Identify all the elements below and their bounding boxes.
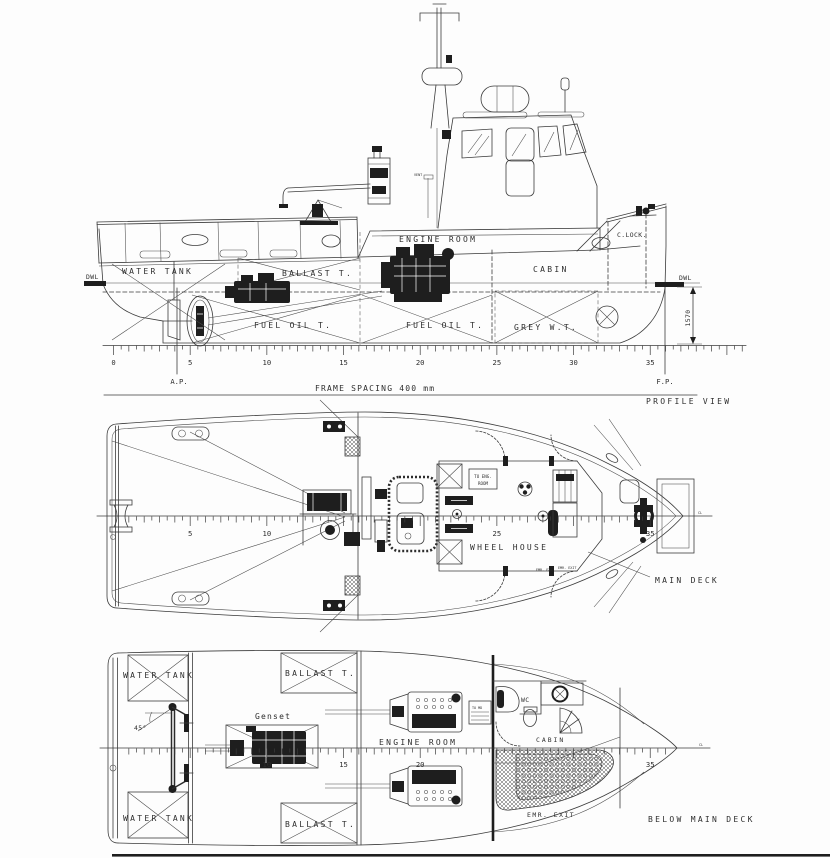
label-fp: F.P. — [656, 377, 674, 386]
frame-number: 20 — [415, 358, 425, 367]
label-ap: A.P. — [170, 377, 188, 386]
frame-number: 10 — [262, 358, 272, 367]
frame-number: 25 — [492, 529, 502, 538]
genset-plan — [205, 725, 318, 768]
label-ballast: BALLAST T. — [282, 269, 354, 278]
label-dwl-left: DWL — [86, 273, 99, 281]
label-engine-room: ENGINE ROOM — [399, 235, 478, 244]
label-cabin-below: CABIN — [536, 736, 566, 744]
label-ballast-bot: BALLAST T. — [285, 820, 357, 829]
frame-number: 15 — [339, 358, 348, 367]
label-water-tank-top: WATER TANK — [123, 671, 195, 680]
exhaust-stack — [279, 146, 390, 208]
label-to-eng-room-1: TO ENG. — [474, 474, 492, 479]
label-ballast-top: BALLAST T. — [285, 669, 357, 678]
below-deck-title: BELOW MAIN DECK — [648, 815, 755, 824]
main-deck-leader — [588, 552, 650, 577]
main-deck-outline — [97, 412, 712, 620]
frame-number: 20 — [415, 760, 425, 769]
engine-room-hatch — [389, 477, 437, 551]
main-deck-view — [97, 400, 719, 632]
label-engine-room-below: ENGINE ROOM — [379, 738, 458, 747]
stbd-engine-plan — [325, 766, 462, 806]
frame-number: 5 — [188, 529, 193, 538]
label-dwl-right: DWL — [679, 274, 692, 282]
profile-view-title: PROFILE VIEW — [646, 397, 732, 406]
emr-exit-area — [496, 750, 614, 810]
wheelhouse-profile — [437, 78, 597, 228]
label-genset: Genset — [255, 712, 292, 721]
label-emr-exit-a: EMR. EX. — [536, 568, 553, 572]
label-water-tank-bot: WATER TANK — [123, 814, 195, 823]
label-cl-below: CL — [699, 743, 704, 747]
frame-spacing-note: FRAME SPACING 400 mm — [315, 384, 436, 393]
main-deck-title: MAIN DECK — [655, 576, 720, 585]
mast — [420, 4, 462, 218]
profile-ruler — [111, 346, 742, 368]
label-cl-main: CL — [698, 511, 703, 515]
label-wheel-house: WHEEL HOUSE — [470, 543, 549, 552]
label-wc: WC — [521, 696, 530, 704]
port-engine-plan — [325, 692, 462, 732]
main-engine-profile — [381, 244, 454, 302]
towing-winch — [300, 477, 387, 552]
below-deck-view — [100, 650, 755, 845]
label-to-md: TO MD — [472, 706, 483, 710]
label-water-tank: WATER TANK — [122, 267, 194, 276]
to-md-stairs — [469, 701, 491, 724]
main-deck-ruler — [129, 517, 655, 539]
bow-anchor-gear — [630, 204, 656, 216]
frame-number: 0 — [111, 358, 116, 367]
frame-number: 35 — [645, 760, 655, 769]
label-dim-1570: 1570 — [684, 309, 692, 327]
frame-number: 35 — [645, 529, 655, 538]
label-45deg: 45° — [134, 724, 147, 732]
genset-profile — [225, 273, 290, 303]
label-emr-exit-below: EMR. EXIT — [527, 811, 576, 819]
label-c-lock: C.LOCK. — [617, 231, 647, 239]
frame-number: 5 — [188, 358, 193, 367]
label-fuel-aft: FUEL OIL T. — [254, 321, 333, 330]
frame-number: 10 — [262, 529, 272, 538]
label-emr-exit-b: EMR. EXIT — [558, 566, 577, 570]
towing-hook — [300, 200, 342, 225]
label-fuel-fwd: FUEL OIL T. — [406, 321, 485, 330]
frame-number: 30 — [569, 358, 578, 367]
frame-number: 25 — [492, 358, 502, 367]
frame-number: 35 — [645, 358, 655, 367]
sheet-edge-line — [112, 854, 830, 857]
label-cabin: CABIN — [533, 265, 569, 274]
frame-number: 15 — [339, 760, 348, 769]
label-to-eng-room-2: ROOM — [477, 481, 489, 486]
profile-view — [84, 4, 746, 406]
frame-number: 10 — [262, 760, 272, 769]
label-vent: VENT — [414, 173, 423, 177]
label-grey-wt: GREY W.T. — [514, 323, 579, 332]
